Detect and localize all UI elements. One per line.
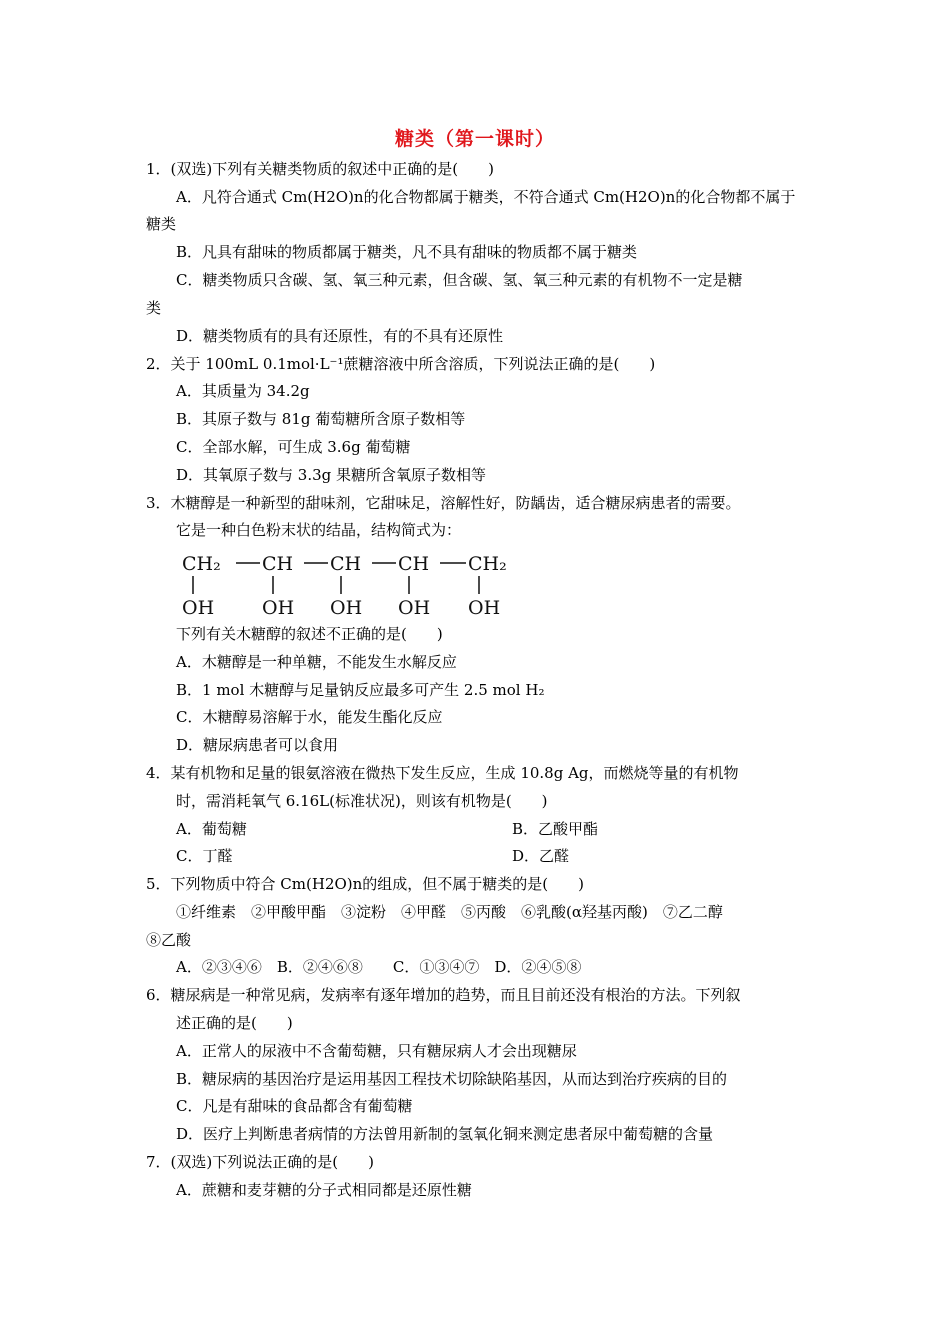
q1-stem: 1．(双选)下列有关糖类物质的叙述中正确的是( ): [146, 160, 494, 178]
q4-option-b: B．乙酸甲酯: [512, 820, 599, 838]
q5-items: ①纤维素 ②甲酸甲酯 ③淀粉 ④甲醛 ⑤丙酸 ⑥乳酸(α羟基丙酸) ⑦乙二醇: [176, 903, 723, 921]
formula-group-5: CH₂: [468, 553, 507, 575]
q1-option-a: A．凡符合通式 Cm(H2O)n的化合物都属于糖类，不符合通式 Cm(H2O)n的化合物都不属于: [176, 188, 796, 206]
q5-options: A．②③④⑥ B．②④⑥⑧ C．①③④⑦ D．②④⑤⑧: [176, 958, 582, 976]
formula-group-3: CH: [330, 553, 362, 575]
xylitol-structure: [180, 548, 520, 622]
q2-option-b: B．其原子数与 81g 葡萄糖所含原子数相等: [176, 410, 466, 428]
q4-option-a: A．葡萄糖: [176, 820, 247, 838]
q1-option-b: B．凡具有甜味的物质都属于糖类，凡不具有甜味的物质都不属于糖类: [176, 243, 638, 261]
formula-group-2: CH: [262, 553, 294, 575]
hydroxyl-4: OH: [398, 597, 431, 619]
q5-stem: 5．下列物质中符合 Cm(H2O)n的组成，但不属于糖类的是( ): [146, 875, 585, 893]
hydroxyl-2: OH: [262, 597, 295, 619]
q3-option-b: B．1 mol 木糖醇与足量钠反应最多可产生 2.5 mol H₂: [176, 681, 545, 699]
q4-stem-cont: 时，需消耗氧气 6.16L(标准状况)，则该有机物是( ): [176, 792, 548, 810]
q3-option-d: D．糖尿病患者可以食用: [176, 736, 339, 754]
hydroxyl-1: OH: [182, 597, 215, 619]
q1-option-c: C．糖类物质只含碳、氢、氧三种元素，但含碳、氢、氧三种元素的有机物不一定是糖: [176, 271, 743, 289]
page-title: 糖类（第一课时）: [394, 128, 555, 150]
hydroxyl-3: OH: [330, 597, 363, 619]
q6-stem: 6．糖尿病是一种常见病，发病率有逐年增加的趋势，而且目前还没有根治的方法。下列叙: [146, 986, 741, 1004]
q6-option-d: D．医疗上判断患者病情的方法曾用新制的氢氧化铜来测定患者尿中葡萄糖的含量: [176, 1125, 714, 1143]
q6-option-c: C．凡是有甜味的食品都含有葡萄糖: [176, 1097, 413, 1115]
q2-stem: 2．关于 100mL 0.1mol·L⁻¹蔗糖溶液中所含溶质，下列说法正确的是( ): [146, 355, 656, 373]
q6-option-a: A．正常人的尿液中不含葡萄糖，只有糖尿病人才会出现糖尿: [176, 1042, 577, 1060]
q2-option-c: C．全部水解，可生成 3.6g 葡萄糖: [176, 438, 411, 456]
q7-stem: 7．(双选)下列说法正确的是( ): [146, 1153, 374, 1171]
q3-stem: 3．木糖醇是一种新型的甜味剂，它甜味足，溶解性好，防龋齿，适合糖尿病患者的需要。: [146, 494, 741, 512]
q1-option-c-cont: 类: [146, 299, 162, 317]
hydroxyl-5: OH: [468, 597, 501, 619]
q4-stem: 4．某有机物和足量的银氨溶液在微热下发生反应，生成 10.8g Ag，而燃烧等量的有机物: [146, 764, 739, 782]
q3-ask: 下列有关木糖醇的叙述不正确的是( ): [176, 625, 443, 643]
q4-option-d: D．乙醛: [512, 847, 570, 865]
q6-option-b: B．糖尿病的基因治疗是运用基因工程技术切除缺陷基因，从而达到治疗疾病的目的: [176, 1070, 728, 1088]
q2-option-d: D．其氧原子数与 3.3g 果糖所含氧原子数相等: [176, 466, 487, 484]
formula-group-4: CH: [398, 553, 430, 575]
q3-stem-cont: 它是一种白色粉末状的结晶，结构简式为：: [176, 521, 462, 539]
q6-stem-cont: 述正确的是( ): [176, 1014, 293, 1032]
q2-option-a: A．其质量为 34.2g: [176, 382, 310, 400]
q5-items-cont: ⑧乙酸: [146, 931, 192, 949]
q7-option-a: A．蔗糖和麦芽糖的分子式相同都是还原性糖: [176, 1181, 472, 1199]
q1-option-a-cont: 糖类: [146, 215, 177, 233]
formula-group-1: CH₂: [182, 553, 221, 575]
q3-option-a: A．木糖醇是一种单糖，不能发生水解反应: [176, 653, 457, 671]
q1-option-d: D．糖类物质有的具有还原性，有的不具有还原性: [176, 327, 504, 345]
q4-option-c: C．丁醛: [176, 847, 233, 865]
q3-option-c: C．木糖醇易溶解于水，能发生酯化反应: [176, 708, 443, 726]
